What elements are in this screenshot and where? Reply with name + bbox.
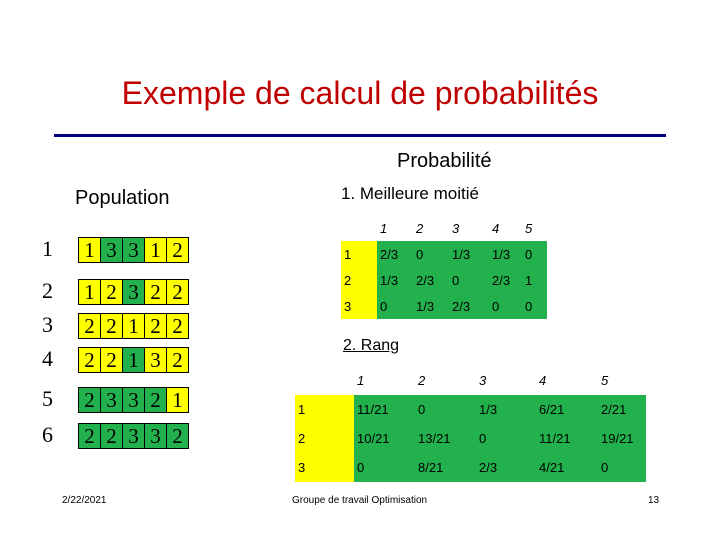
table-cell: 4/21 [536,453,598,482]
row-label: 2 [341,267,377,293]
table-cell: 8/21 [415,453,476,482]
gene-cell: 1 [122,347,145,373]
column-header: 2 [416,220,424,236]
table-corner [341,215,377,241]
gene-cell: 2 [166,423,189,449]
table-cell: 1/3 [476,395,536,424]
gene-cell: 3 [144,423,167,449]
table-row [295,453,646,482]
table-cell: 19/21 [598,424,646,453]
table-cell: 10/21 [354,424,415,453]
gene-cell: 1 [122,313,145,339]
population-row-label: 1 [42,236,53,261]
table-cell: 1/3 [377,267,413,293]
population-row-label: 5 [42,386,53,411]
population-row [78,387,188,413]
gene-cell: 2 [166,279,189,305]
gene-cell: 1 [78,279,101,305]
table-row [295,424,646,453]
page-number: 13 [648,495,660,506]
table-cell: 2/3 [377,241,413,267]
column-header: 3 [452,220,460,236]
table-cell: 0 [522,241,547,267]
population-row [78,347,188,373]
table-cell: 0 [413,241,449,267]
gene-cell: 2 [100,423,123,449]
table-row [341,293,547,319]
column-header: 4 [539,373,547,388]
table-cell: 2/3 [449,293,489,319]
table-cell: 13/21 [415,424,476,453]
gene-cell: 2 [78,387,101,413]
gene-cell: 1 [78,237,101,263]
population-row-label: 2 [42,278,53,303]
column-header: 5 [525,220,533,236]
gene-cell: 3 [144,347,167,373]
population-row [78,423,188,449]
table-cell: 0 [598,453,646,482]
table-cell: 0 [377,293,413,319]
population-heading: Population [75,187,170,209]
row-label: 3 [341,293,377,319]
gene-cell: 2 [144,313,167,339]
population-row [78,279,188,305]
rank-heading [343,337,399,355]
gene-cell: 3 [122,279,145,305]
table-cell: 1/3 [449,241,489,267]
gene-cell: 3 [122,387,145,413]
column-header: 1 [380,220,388,236]
population-row-label: 6 [42,422,53,447]
column-header: 2 [418,373,426,388]
row-label: 1 [341,241,377,267]
gene-cell: 2 [166,347,189,373]
table-cell: 0 [522,293,547,319]
gene-cell: 3 [100,387,123,413]
table-cell: 1 [522,267,547,293]
row-label: 2 [295,424,354,453]
column-header: 5 [601,373,609,388]
slide-title: Exemple de calcul de probabilités [121,75,599,111]
row-label: 1 [295,395,354,424]
gene-cell: 3 [122,237,145,263]
gene-cell: 2 [166,313,189,339]
table-row [341,267,547,293]
gene-cell: 2 [78,347,101,373]
table-cell: 0 [354,453,415,482]
table-cell: 2/3 [413,267,449,293]
population-row-label: 4 [42,346,53,371]
table-cell: 11/21 [354,395,415,424]
table-corner [295,366,354,395]
title-divider [54,134,666,137]
table-cell: 11/21 [536,424,598,453]
row-label: 3 [295,453,354,482]
gene-cell: 2 [78,313,101,339]
column-header: 1 [357,373,365,388]
gene-cell: 2 [166,237,189,263]
footer-group: Groupe de travail Optimisation [292,495,428,506]
table-cell: 0 [489,293,522,319]
rank-table [295,366,646,482]
table-cell: 1/3 [413,293,449,319]
gene-cell: 2 [144,279,167,305]
table-row [341,241,547,267]
table-cell: 0 [415,395,476,424]
table-cell: 2/3 [489,267,522,293]
population-row [78,237,188,263]
best-half-heading: 1. Meilleure moitié [341,184,479,203]
table-cell: 6/21 [536,395,598,424]
gene-cell: 2 [144,387,167,413]
table-cell: 0 [449,267,489,293]
table-cell: 2/3 [476,453,536,482]
table-cell: 1/3 [489,241,522,267]
table-header-row [341,215,547,241]
gene-cell: 2 [100,347,123,373]
gene-cell: 1 [144,237,167,263]
gene-cell: 3 [122,423,145,449]
table-header-row [295,366,646,395]
population-row [78,313,188,339]
gene-cell: 2 [100,313,123,339]
gene-cell: 2 [78,423,101,449]
gene-cell: 2 [100,279,123,305]
best-half-table [341,215,547,319]
table-cell: 2/21 [598,395,646,424]
gene-cell: 1 [166,387,189,413]
table-cell: 0 [476,424,536,453]
footer-date: 2/22/2021 [62,495,107,506]
table-row [295,395,646,424]
column-header: 4 [492,220,500,236]
column-header: 3 [479,373,487,388]
probability-heading: Probabilité [397,150,492,172]
gene-cell: 3 [100,237,123,263]
population-row-label: 3 [42,312,53,337]
rank-heading-text: 2. Rang [343,337,400,354]
